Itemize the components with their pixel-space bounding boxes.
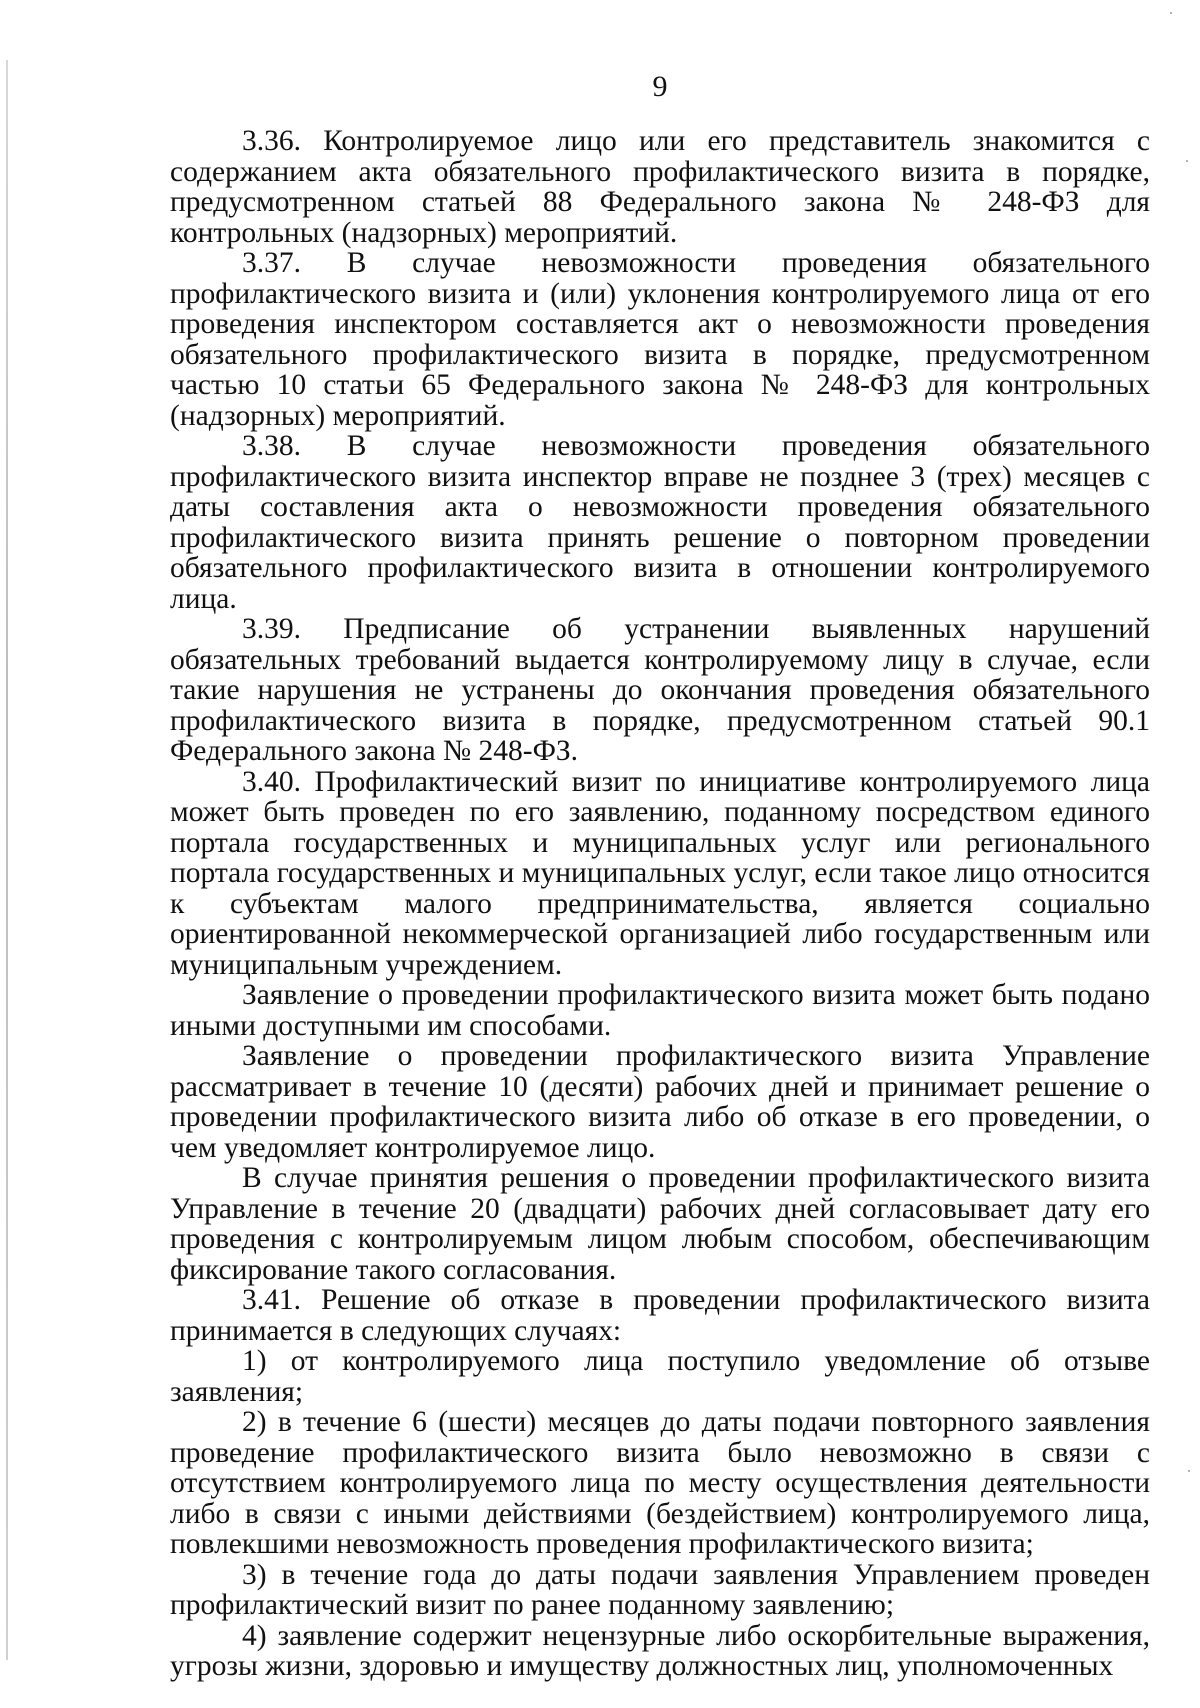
paragraph: Заявление о проведении профилактического визита может быть подано иными доступными им способами.	[170, 979, 1150, 1042]
list-item: 4) заявление содержит нецензурные либо оскорбительные выражения, угрозы жизни, здоровью и имуществу должностных лиц, уполномоченных	[170, 1619, 1150, 1682]
document-body	[170, 126, 1150, 1682]
paragraph: Заявление о проведении профилактического визита Управление рассматривает в течение 10 (десяти) рабочих дней и принимает решение о проведении профилактического визита либо об отказе в его проведении, о чем уведомляет контролируемое лицо.	[170, 1040, 1150, 1164]
paragraph: 3.37. В случае невозможности проведения обязательного профилактического визита и (или) уклонения контролируемого лица от его проведения инспектором составляется акт о невозможности проведения обязательного профилактического визита в порядке, предусмотренном частью 10 статьи 65 Федерального закона № 248-ФЗ для контрольных (надзорных) мероприятий.	[170, 247, 1150, 432]
paragraph: 3.40. Профилактический визит по инициативе контролируемого лица может быть проведен по его заявлению, поданному посредством единого портала государственных и муниципальных услуг или регионального портала государственных и муниципальных услуг, если такое лицо относится к субъектам малого предпринимательства, является социально ориентированной некоммерческой организацией либо государственным или муниципальным учреждением.	[170, 765, 1150, 981]
scan-edge-line	[6, 60, 8, 1660]
paragraph: 3.38. В случае невозможности проведения обязательного профилактического визита инспектор вправе не позднее 3 (трех) месяцев с даты составления акта о невозможности проведения обязательного профилактического визита принять решение о повторном проведении обязательного профилактического визита в отношении контролируемого лица.	[170, 430, 1150, 615]
scan-speck	[1188, 1470, 1190, 1472]
page-number: 9	[652, 70, 668, 103]
paragraph: В случае принятия решения о проведении профилактического визита Управление в течение 20 (двадцати) рабочих дней согласовывает дату его проведения с контролируемым лицом любым способом, обеспечивающим фиксирование такого согласования.	[170, 1162, 1150, 1286]
paragraph: 3.36. Контролируемое лицо или его представитель знакомится с содержанием акта обязательного профилактического визита в порядке, предусмотренном статьей 88 Федерального закона № 248-ФЗ для контрольных (надзорных) мероприятий.	[170, 125, 1150, 249]
list-item: 2) в течение 6 (шести) месяцев до даты подачи повторного заявления проведение профилактического визита было невозможно в связи с отсутствием контролируемого лица по месту осуществления деятельности либо в связи с иными действиями (бездействием) контролируемого лица, повлекшими невозможность проведения профилактического визита;	[170, 1406, 1150, 1560]
scan-speck	[1186, 160, 1188, 162]
list-item: 1) от контролируемого лица поступило уведомление об отзыве заявления;	[170, 1345, 1150, 1408]
paragraph: 3.41. Решение об отказе в проведении профилактического визита принимается в следующих случаях:	[170, 1284, 1150, 1347]
scan-speck	[1170, 12, 1172, 14]
paragraph: 3.39. Предписание об устранении выявленных нарушений обязательных требований выдается контролируемому лицу в случае, если такие нарушения не устранены до окончания проведения обязательного профилактического визита в порядке, предусмотренном статьей 90.1 Федерального закона № 248-ФЗ.	[170, 613, 1150, 767]
list-item: 3) в течение года до даты подачи заявления Управлением проведен профилактический визит по ранее поданному заявлению;	[170, 1558, 1150, 1621]
